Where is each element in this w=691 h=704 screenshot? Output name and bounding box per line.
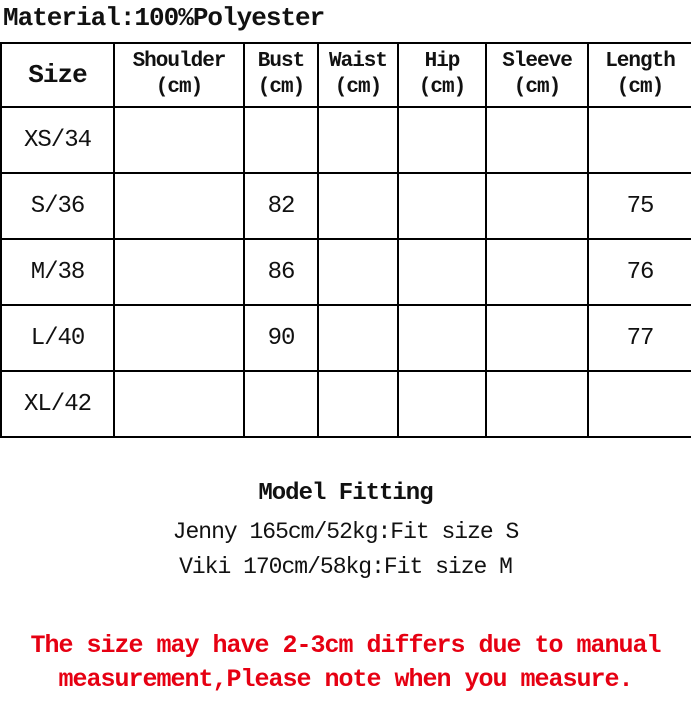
shoulder-cell <box>114 173 244 239</box>
header-unit: (cm) <box>418 76 466 99</box>
shoulder-cell <box>114 371 244 437</box>
hip-cell <box>398 173 486 239</box>
header-unit: (cm) <box>155 76 203 99</box>
hip-cell <box>398 371 486 437</box>
table-row-m-38 <box>1 239 691 305</box>
shoulder-cell <box>114 305 244 371</box>
table-row-s-36 <box>1 173 691 239</box>
size-table-body <box>1 107 691 437</box>
material-title: Material:100%Polyester <box>3 3 325 33</box>
bust-cell: 86 <box>244 239 318 305</box>
waist-cell <box>318 371 398 437</box>
hip-cell <box>398 305 486 371</box>
measurement-notice-line2: measurement,Please note when you measure. <box>58 665 633 694</box>
waist-cell <box>318 107 398 173</box>
header-label: Hip <box>424 49 460 73</box>
waist-cell <box>318 239 398 305</box>
bust-cell: 82 <box>244 173 318 239</box>
header-label: Size <box>28 59 87 90</box>
header-unit: (cm) <box>616 76 664 99</box>
header-label: Shoulder <box>132 49 226 73</box>
header-cell-length <box>588 43 691 107</box>
hip-cell <box>398 107 486 173</box>
bust-cell <box>244 107 318 173</box>
header-unit: (cm) <box>513 76 561 99</box>
sleeve-cell <box>486 305 588 371</box>
header-label: Length <box>605 49 675 73</box>
bust-cell: 90 <box>244 305 318 371</box>
header-unit: (cm) <box>334 76 382 99</box>
header-cell-size <box>1 43 114 107</box>
header-unit: (cm) <box>257 76 305 99</box>
size-cell: M/38 <box>1 239 114 305</box>
sleeve-cell <box>486 173 588 239</box>
header-label: Waist <box>328 49 387 73</box>
header-label: Bust <box>257 49 305 73</box>
size-cell: XS/34 <box>1 107 114 173</box>
size-cell: XL/42 <box>1 371 114 437</box>
model-fitting-line-viki: Viki 170cm/58kg:Fit size M <box>179 554 512 580</box>
length-cell: 75 <box>588 173 691 239</box>
table-row-l-40 <box>1 305 691 371</box>
size-table-header <box>1 43 691 107</box>
length-cell <box>588 371 691 437</box>
measurement-notice <box>0 629 691 697</box>
measurement-notice-line1: The size may have 2-3cm differs due to manual <box>30 631 661 660</box>
header-row <box>1 43 691 107</box>
table-row-xl-42 <box>1 371 691 437</box>
table-row-xs-34 <box>1 107 691 173</box>
shoulder-cell <box>114 107 244 173</box>
size-table <box>0 42 691 438</box>
header-label: Sleeve <box>502 49 572 73</box>
length-cell: 77 <box>588 305 691 371</box>
shoulder-cell <box>114 239 244 305</box>
header-cell-bust <box>244 43 318 107</box>
length-cell: 76 <box>588 239 691 305</box>
header-cell-sleeve <box>486 43 588 107</box>
sleeve-cell <box>486 239 588 305</box>
length-cell <box>588 107 691 173</box>
model-fitting-line-jenny: Jenny 165cm/52kg:Fit size S <box>172 519 519 545</box>
model-fitting-title: Model Fitting <box>258 480 433 507</box>
waist-cell <box>318 173 398 239</box>
model-fitting-section <box>0 480 691 585</box>
sleeve-cell <box>486 371 588 437</box>
size-cell: S/36 <box>1 173 114 239</box>
bust-cell <box>244 371 318 437</box>
size-cell: L/40 <box>1 305 114 371</box>
waist-cell <box>318 305 398 371</box>
header-cell-hip <box>398 43 486 107</box>
header-cell-waist <box>318 43 398 107</box>
sleeve-cell <box>486 107 588 173</box>
hip-cell <box>398 239 486 305</box>
header-cell-shoulder <box>114 43 244 107</box>
